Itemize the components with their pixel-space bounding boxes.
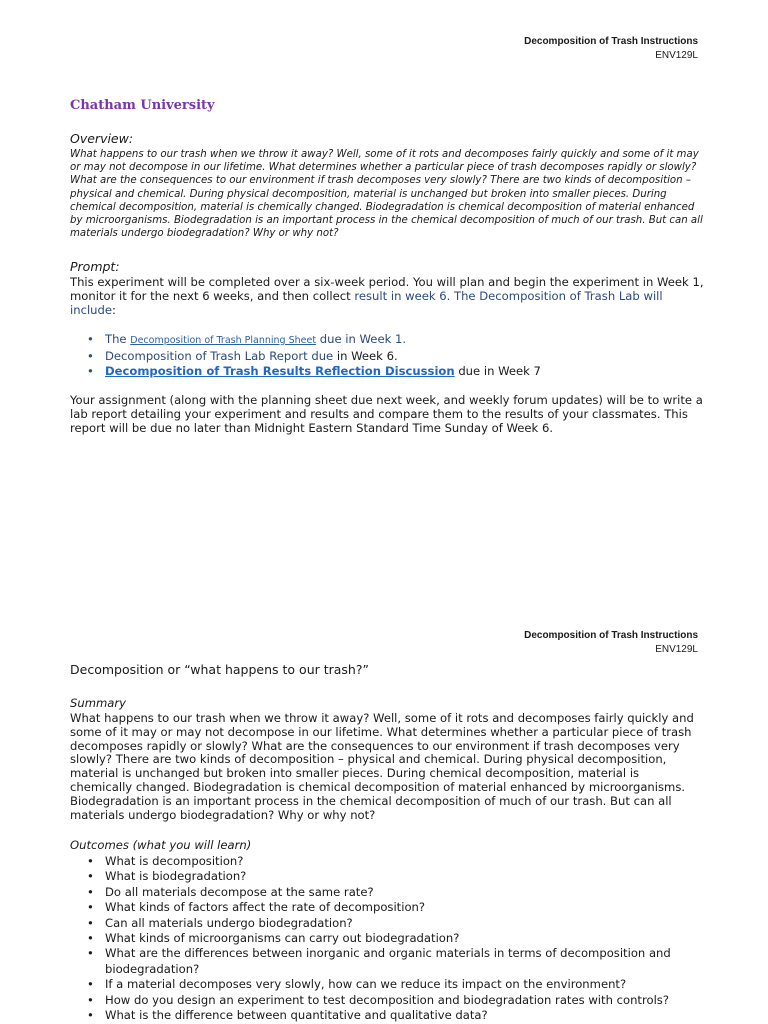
page1-header-title: Decomposition of Trash Instructions (524, 36, 698, 47)
bullet3-suffix: due in Week 7 (454, 364, 541, 378)
prompt-text-b: result in week 6. The Decomposition of Trash Lab will include (70, 288, 663, 317)
list-item: • Do all materials decompose at the same rate? (70, 885, 704, 900)
page2-header-code: ENV129L (655, 644, 698, 655)
list-item (70, 332, 704, 349)
overview-heading: Overview: (70, 131, 134, 146)
bullet1-prefix: The (105, 332, 131, 346)
planning-sheet-link[interactable]: Decomposition of Trash Planning Sheet (130, 335, 317, 346)
prompt-text (70, 276, 704, 317)
list-item: • What kinds of factors affect the rate of decomposition? (70, 900, 704, 915)
list-item: • If a material decomposes very slowly, how can we reduce its impact on the environment? (70, 977, 704, 992)
list-item: • What kinds of microorganisms can carry out biodegradation? (70, 931, 704, 946)
page2-title: Decomposition or “what happens to our trash?” (70, 662, 369, 677)
bullet1-suffix: due in Week 1. (316, 332, 407, 346)
bullet2-suffix: in Week 6. (333, 348, 398, 363)
prompt-text-c: : (112, 302, 116, 317)
deliverables-list (70, 332, 704, 380)
reflection-discussion-link[interactable]: Decomposition of Trash Results Reflection Discussion (105, 364, 455, 378)
overview-text: What happens to our trash when we throw it away? Well, some of it rots and decomposes fairly quickly and some of it may or may not decompose in our lifetime. What determines whether a particular piece of trash decomposes rapidly or slowly? What are the consequences to our environment if trash decomposes very slowly? There are two kinds of decomposition – physical and chemical. During physical decomposition, material is unchanged but broken into smaller pieces. During chemical decomposition, material is chemically changed. Biodegradation is chemical decomposition of material enhanced by microorganisms. Biodegradation is an important process in the chemical decomposition of much of our trash. But can all materials undergo biodegradation? Why or why not? (70, 149, 703, 240)
page1-running-header (524, 35, 698, 63)
page1-header-code: ENV129L (655, 50, 698, 61)
list-item: • What is decomposition? (70, 854, 704, 869)
prompt-text-a: This experiment will be completed over a six-week period. You will plan and begin the experiment in Week 1, monitor it for the next 6 weeks, and then collect (70, 275, 704, 303)
bullet2-prefix: Decomposition of Trash Lab Report due (105, 348, 334, 363)
summary-text: What happens to our trash when we throw it away? Well, some of it rots and decomposes fairly quickly and some of it may or may not decompose in our lifetime. What determines whether a particular piece of trash decomposes rapidly or slowly? What are the consequences to our environment if trash decomposes very slowly? There are two kinds of decomposition – physical and chemical. During physical decomposition, material is unchanged but broken into smaller pieces. During chemical decomposition, material is chemically changed. Biodegradation is chemical decomposition of material enhanced by microorganisms. Biodegradation is an important process in the chemical decomposition of much of our trash. But can all materials undergo biodegradation? Why or why not? (70, 711, 694, 822)
prompt-heading: Prompt: (70, 259, 120, 274)
list-item (70, 349, 704, 365)
summary-heading: Summary (70, 696, 127, 710)
list-item (70, 364, 704, 380)
list-item: • What is biodegradation? (70, 869, 704, 884)
page2-running-header (524, 629, 698, 657)
list-item: • How do you design an experiment to test decomposition and biodegradation rates with controls? (70, 993, 704, 1008)
assignment-text: Your assignment (along with the planning sheet due next week, and weekly forum updates) will be to write a lab report detailing your experiment and results and compare them to the results of your classmates. This report will be due no later than Midnight Eastern Standard Time Sunday of Week 6. (70, 393, 703, 435)
list-item: • What is the difference between quantitative and qualitative data? (70, 1008, 704, 1023)
university-name: Chatham University (70, 98, 215, 113)
page2-header-title: Decomposition of Trash Instructions (524, 630, 698, 641)
list-item: • What are the differences between inorganic and organic materials in terms of decomposition and biodegradation? (70, 946, 704, 977)
outcomes-heading: Outcomes (what you will learn) (70, 838, 252, 852)
list-item: • Can all materials undergo biodegradation? (70, 916, 704, 931)
outcomes-list (70, 854, 704, 1023)
